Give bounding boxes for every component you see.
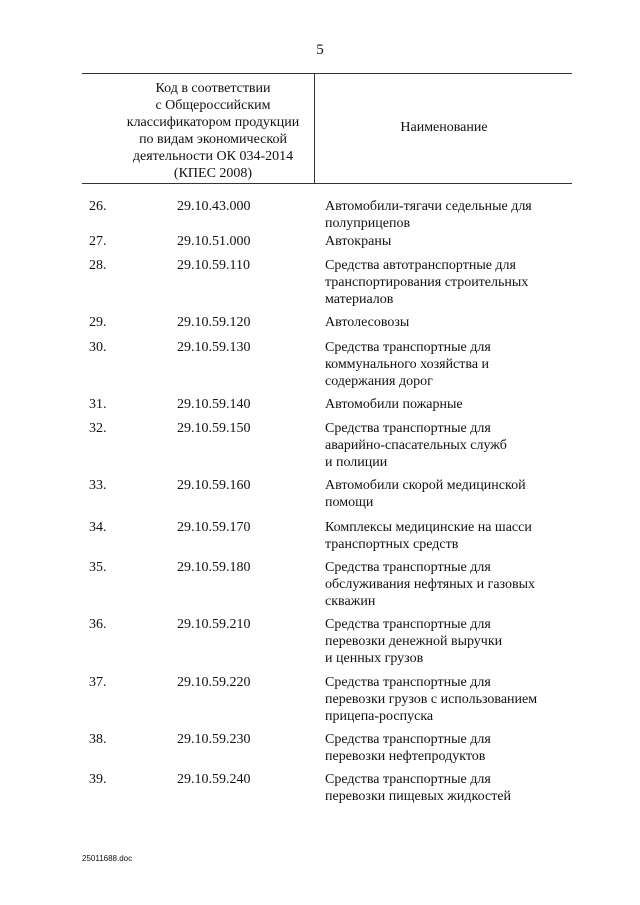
row-code: 29.10.59.140 [177,397,251,412]
row-code: 29.10.51.000 [177,234,251,249]
row-name: Средства транспортные для перевозки нефтепродуктов [325,732,491,764]
row-name: Автомобили скорой медицинской помощи [325,478,526,510]
row-name: Средства транспортные для перевозки грузов с использованием прицепа-роспуска [325,675,538,724]
page-number: 5 [316,42,324,58]
table-row [0,559,640,616]
row-name: Комплексы медицинские на шасси транспортных средств [325,520,532,552]
row-name: Автокраны [325,234,392,249]
row-number: 38. [89,732,107,747]
row-name: Автомобили-тягачи седельные для полуприцепов [325,199,532,231]
row-number: 30. [89,340,107,355]
row-number: 29. [89,315,107,330]
row-number: 39. [89,772,107,787]
table-row [0,396,640,420]
table-row [0,339,640,396]
row-code: 29.10.59.170 [177,520,251,535]
table-row [0,731,640,771]
row-number: 35. [89,560,107,575]
table-header-top-rule [82,73,572,74]
row-number: 26. [89,199,107,214]
table-row [0,314,640,339]
table-row [0,674,640,731]
table-row [0,616,640,674]
row-code: 29.10.43.000 [177,199,251,214]
row-code: 29.10.59.230 [177,732,251,747]
row-code: 29.10.59.130 [177,340,251,355]
row-name: Средства транспортные для обслуживания нефтяных и газовых скважин [325,560,535,609]
row-name: Средства транспортные для коммунального хозяйства и содержания дорог [325,340,491,389]
column-header-name: Наименование [400,120,488,135]
table-row [0,420,640,477]
row-name: Средства автотранспортные для транспортирования строительных материалов [325,258,529,307]
row-number: 33. [89,478,107,493]
row-number: 28. [89,258,107,273]
row-code: 29.10.59.110 [177,258,250,273]
row-number: 34. [89,520,107,535]
row-name: Средства транспортные для перевозки пищевых жидкостей [325,772,512,804]
row-code: 29.10.59.120 [177,315,251,330]
row-number: 32. [89,421,107,436]
table-body [0,198,640,811]
row-number: 27. [89,234,107,249]
row-code: 29.10.59.240 [177,772,251,787]
row-name: Автолесовозы [325,315,410,330]
row-number: 37. [89,675,107,690]
table-row [0,233,640,257]
table-row [0,257,640,314]
row-name: Автомобили пожарные [325,397,463,412]
row-number: 36. [89,617,107,632]
row-name: Средства транспортные для аварийно-спасательных служб и полиции [325,421,507,470]
table-row [0,198,640,233]
table-row [0,477,640,519]
row-code: 29.10.59.160 [177,478,251,493]
table-header-divider [314,73,315,183]
row-code: 29.10.59.150 [177,421,251,436]
table-row [0,771,640,811]
row-code: 29.10.59.210 [177,617,251,632]
row-code: 29.10.59.220 [177,675,251,690]
row-number: 31. [89,397,107,412]
row-code: 29.10.59.180 [177,560,251,575]
table-header-bottom-rule [82,183,572,184]
column-header-code: Код в соответствии с Общероссийским классификатором продукции по видам экономической деятельности ОК 034-2014 (КПЕС 2008) [126,81,300,181]
footer-filename: 25011688.doc [82,854,133,863]
row-name: Средства транспортные для перевозки денежной выручки и ценных грузов [325,617,503,666]
table-row [0,519,640,559]
